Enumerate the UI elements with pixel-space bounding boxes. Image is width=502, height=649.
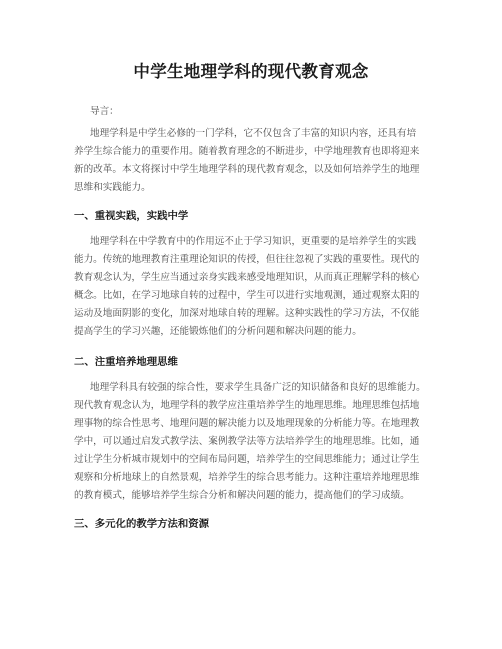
section-line: 地理学科具有较强的综合性，要求学生具备广泛的知识储备和良好的思维能力。	[90, 382, 426, 393]
section-line: 理事物的综合性思考、地理问题的解决能力以及地理现象的分析能力等。在地理教	[74, 418, 420, 429]
section-heading: 二、注重培养地理思维	[74, 356, 178, 368]
section-line: 提高学生的学习兴趣，还能锻炼他们的分析问题和解决问题的能力。	[74, 326, 362, 337]
section-line: 现代教育观念认为，地理学科的教学应注重培养学生的地理思维。地理思维包括地	[74, 400, 420, 411]
intro-line: 养学生综合能力的重要作用。随着教育理念的不断进步，中学地理教育也即将迎来	[74, 146, 420, 157]
intro-line: 地理学科是中学生必修的一门学科，它不仅包含了丰富的知识内容，还具有培	[90, 128, 417, 139]
section-line: 地理学科在中学教育中的作用远不止于学习知识，更重要的是培养学生的实践	[90, 236, 417, 247]
section-line: 的教育模式，能够培养学生综合分析和解决问题的能力，提高他们的学习成绩。	[74, 490, 410, 501]
section-line: 教育观念认为，学生应当通过亲身实践来感受地理知识，从而真正理解学科的核心	[74, 272, 420, 283]
intro-line: 新的改革。本文将探讨中学生地理学科的现代教育观念，以及如何培养学生的地理	[74, 164, 420, 175]
intro-line: 思维和实践能力。	[74, 182, 151, 193]
document-title: 中学生地理学科的现代教育观念	[133, 62, 369, 81]
section-line: 能力。传统的地理教育注重理论知识的传授，但往往忽视了实践的重要性。现代的	[74, 254, 420, 265]
section-line: 概念。比如，在学习地球自转的过程中，学生可以进行实地观测，通过观察太阳的	[74, 290, 420, 301]
section-line: 过让学生分析城市规划中的空间布局问题，培养学生的空间思维能力；通过让学生	[74, 454, 420, 465]
section-heading: 一、重视实践，实践中学	[74, 210, 189, 222]
intro-label: 导言：	[90, 106, 119, 117]
section-line: 运动及地面阴影的变化，加深对地球自转的理解。这种实践性的学习方法，不仅能	[74, 308, 420, 319]
section-line: 学中，可以通过启发式教学法、案例教学法等方法培养学生的地理思维。比如，通	[74, 436, 420, 447]
section-heading: 三、多元化的教学方法和资源	[74, 518, 210, 530]
section-line: 观察和分析地球上的自然景观，培养学生的综合思考能力。这种注重培养地理思维	[74, 472, 420, 483]
